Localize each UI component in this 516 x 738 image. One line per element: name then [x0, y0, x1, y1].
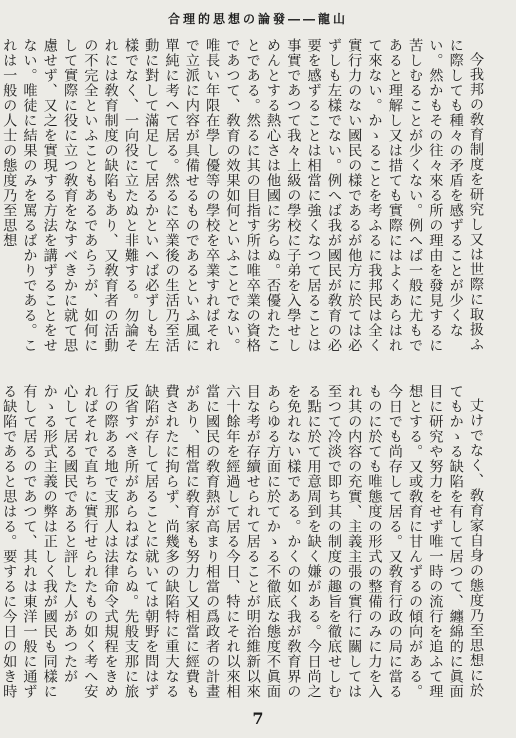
- paragraph: 今我邦の敎育制度を研究し又は世際に取扱ふに際しても種々の矛盾を感ずることが少くない。然かもその往々來る所の理由を發見するに苦しむることが少くない。例へば一般に尤もであると理解し又は措ても實際にはよくあらはれて來ない。かゝることを考ふるに我邦民は全く實行力のない國民の樣であるが他方に於ては必ずしも左樣でない。例へば我が國民が敎育の必要を感ずることは相當に強くなつて居ることは事實であつて我々上級の學校に子弟を入學せしめんとする熱心さは他國に劣らぬ。否優れたことである。然るに其の目指す所は唯卒業の資格であつて、敎育の效果如何といふことでない。唯長い年限在學し優等の學校を卒業すればそれで立派に内容が具備せるものであるといふ風に單純に考へて居る。然るに卒業後の生活乃至活動に對して滿足して居るかといへば必ずしも左樣でなく、一向役に立たぬと非難する。勿論それには敎育制度の缺陷もあり、又敎育者の活動の不完全といふこともあるであらうが、如何にして實際に役に立つ敎育をなすべきかに就て思慮せず、又之を實現する方法を講ずることをせない。唯徒に結果のみを罵るばかりである。これは一般の人士の態度乃至思想: [1, 38, 484, 353]
- running-header-title: 合理的思想の論發――龍山: [167, 12, 348, 26]
- upper-text-block: [1, 38, 486, 366]
- paragraph: 丈けでなく、敎育家自身の態度乃至思想に於てもかゝる缺陷を有して居つて、纏綿的に眞面目に研究や努力をせず唯一時の流行を追ふて理想とする。又或敎育に甘んずるの傾向がある。今日でも尚存して居る。又敎育行政の局に當るものに於ても唯態度の形式の整備のみに力を入れ其の内容の充實、主義主張の實行に關しては至つて冷淡で即ち其の制度の趣旨を徹底せしむる點に於て用意周到を缺く嫌がある。今日尚之を免れない樣である。かくの如く我が敎育界のあらゆる方面に於てかゝる不徹底な態度不眞面目な考が存續せられて居ることが明治維新以來六十餘年を經過して居る今日、特にそれ以來相當に國民の敎育熱が高まり相當の爲政者の計畫があり、相當に敎育家も努力し又相當に經費も費されたに拘らず、尚幾多の缺陷特に重大なる缺陷が存して居ることに就いては朝野を問はず反省すべき所があらねばならぬ。先般支那に旅行の際ある地で支那人は法律命令式規程をきめればそれで直ちに實行せられたもの如く考へ安心して居る國民であると評した人があつたがかゝる形式主義の弊は正しく我が國民も同樣に有して居るのであつて、其れは東洋一般に通ずる缺陷であると思はる。要するに今日の如き時: [1, 384, 484, 699]
- page-number: 7: [252, 709, 264, 728]
- running-header: [0, 10, 516, 27]
- lower-text-block: [1, 384, 486, 708]
